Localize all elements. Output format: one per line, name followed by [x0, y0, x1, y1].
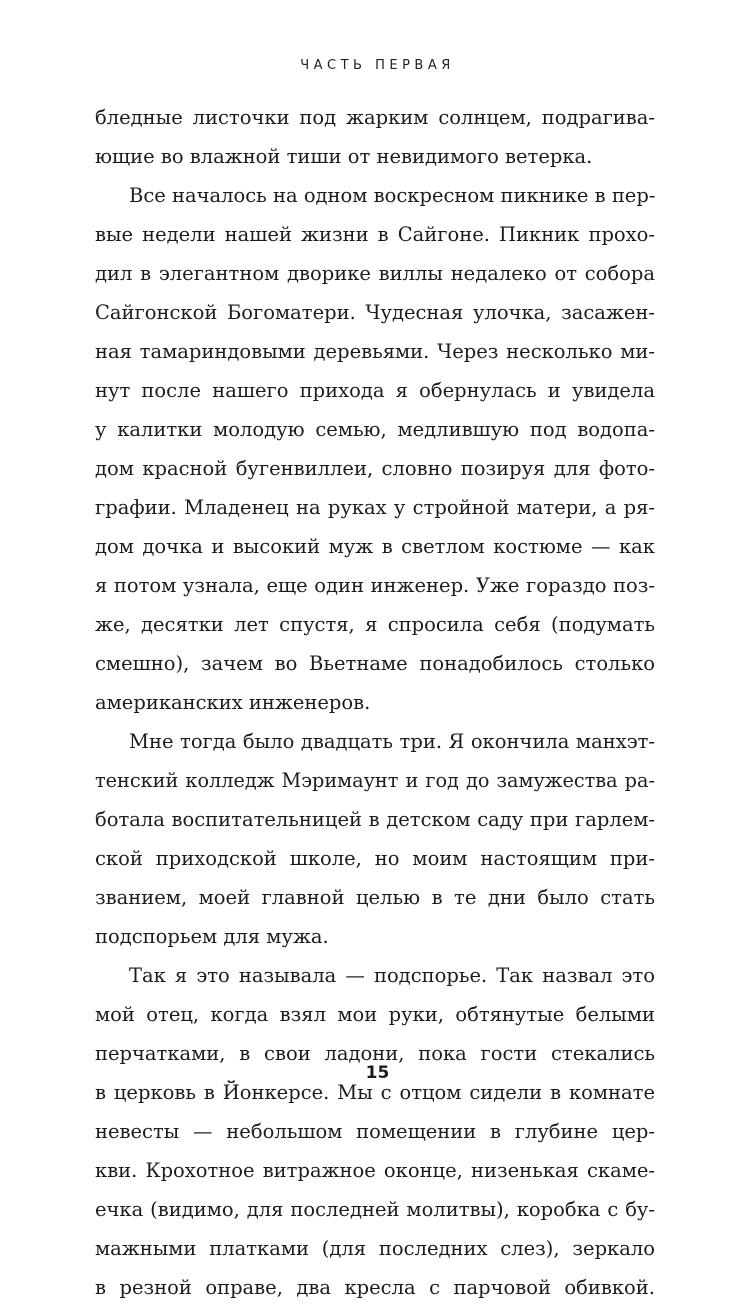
text-line: невесты — небольшом помещении в глубине цер-: [95, 1120, 655, 1143]
text-line: мажными платками (для последних слез), зеркало: [95, 1237, 655, 1260]
body-text: [95, 98, 655, 1307]
text-line: дом дочка и высокий муж в светлом костюме — как: [95, 535, 655, 558]
text-line: ботала воспитательницей в детском саду при гарлем-: [95, 808, 655, 831]
text-line: кви. Крохотное витражное оконце, низенькая скаме-: [95, 1159, 655, 1182]
text-line: у калитки молодую семью, медлившую под водопа-: [95, 418, 655, 441]
text-line: тенский колледж Мэримаунт и год до замужества ра-: [95, 769, 655, 792]
text-line: я потом узнала, еще один инженер. Уже гораздо поз-: [95, 574, 655, 597]
text-line: Мне тогда было двадцать три. Я окончила манхэт-: [129, 730, 655, 753]
text-line: званием, моей главной целью в те дни было стать: [95, 886, 655, 909]
text-line: мой отец, когда взял мои руки, обтянутые белыми: [95, 1003, 655, 1026]
text-line: ской приходской школе, но моим настоящим при-: [95, 847, 655, 870]
text-line: Все началось на одном воскресном пикнике в пер-: [129, 184, 656, 207]
text-line: смешно), зачем во Вьетнаме понадобилось столько: [95, 652, 655, 675]
text-line: же, десятки лет спустя, я спросила себя (подумать: [95, 613, 655, 636]
text-line: перчатками, в свои ладони, пока гости стекались: [95, 1042, 655, 1065]
text-line: графии. Младенец на руках у стройной матери, а ря-: [95, 496, 655, 519]
text-line: ющие во влажной тиши от невидимого ветерка.: [95, 145, 593, 168]
text-line: Сайгонской Богоматери. Чудесная улочка, засажен-: [95, 301, 655, 324]
text-line: дом красной бугенвиллеи, словно позируя для фото-: [95, 457, 655, 480]
text-line: бледные листочки под жарким солнцем, подрагива-: [95, 106, 655, 129]
text-line: нут после нашего прихода я обернулась и увидела: [95, 379, 655, 402]
text-line: в резной оправе, два кресла с парчовой обивкой.: [95, 1276, 655, 1299]
text-line: в церковь в Йонкерсе. Мы с отцом сидели в комнате: [95, 1081, 655, 1104]
text-line: вые недели нашей жизни в Сайгоне. Пикник прохо-: [95, 223, 655, 246]
text-line: подспорьем для мужа.: [95, 925, 329, 948]
page-number: 15: [365, 1063, 390, 1083]
text-line: ечка (видимо, для последней молитвы), коробка с бу-: [95, 1198, 655, 1221]
text-line: Так я это называла — подспорье. Так назвал это: [129, 964, 655, 987]
text-line: дил в элегантном дворике виллы недалеко от собора: [95, 262, 655, 285]
running-header: ЧАСТЬ ПЕРВАЯ: [300, 58, 455, 73]
text-line: ная тамариндовыми деревьями. Через несколько ми-: [95, 340, 655, 363]
text-line: американских инженеров.: [95, 691, 371, 714]
